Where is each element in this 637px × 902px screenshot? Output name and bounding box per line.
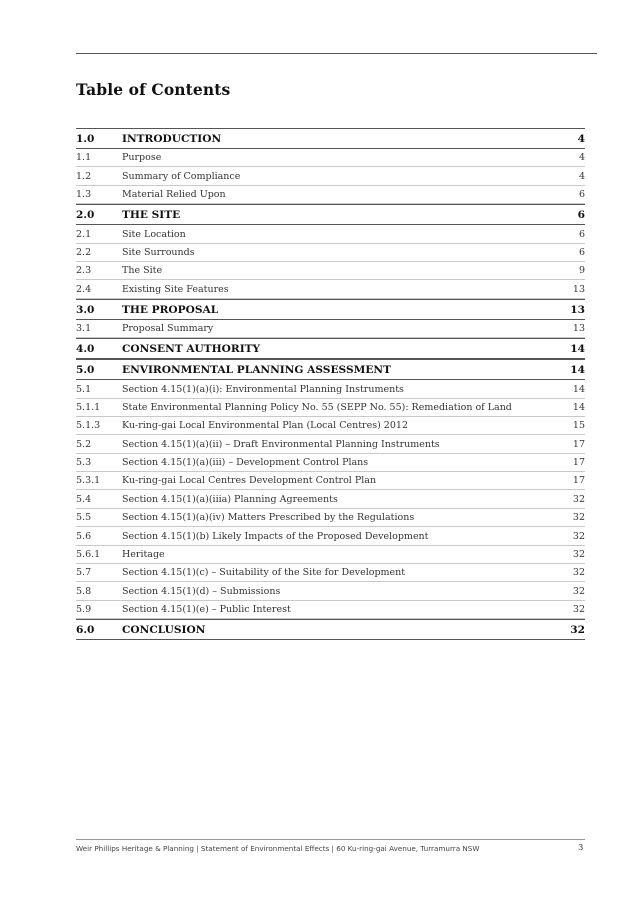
page-title: Table of Contents	[76, 80, 231, 99]
toc-entry-number: 5.7	[76, 567, 92, 579]
toc-entry[interactable]	[76, 225, 585, 243]
toc-entry-number: 5.9	[76, 604, 92, 616]
toc-entry[interactable]	[76, 490, 585, 508]
toc-entry-number: 5.3.1	[76, 475, 101, 487]
toc-entry[interactable]	[76, 546, 585, 564]
toc-entry-number: 5.6	[76, 530, 92, 542]
toc-entry-number: 5.3	[76, 457, 92, 469]
toc-entry[interactable]	[76, 601, 585, 619]
toc-entry-number: 5.4	[76, 493, 92, 505]
toc-entry-title: Section 4.15(1)(d) – Submissions	[122, 585, 281, 597]
toc-entry-title: Material Relied Upon	[122, 189, 226, 201]
toc-entry[interactable]	[76, 359, 585, 380]
toc-entry-number: 2.2	[76, 246, 92, 258]
toc-entry-number: 5.2	[76, 438, 92, 450]
toc-entry[interactable]	[76, 435, 585, 453]
toc-entry[interactable]	[76, 527, 585, 545]
toc-entry[interactable]	[76, 338, 585, 359]
toc-entry-page: 4	[577, 133, 585, 145]
toc-entry-page: 32	[572, 493, 585, 505]
toc-entry[interactable]	[76, 149, 585, 167]
toc-entry-page: 4	[578, 170, 585, 182]
toc-entry-number: 6.0	[76, 624, 95, 637]
toc-entry-number: 3.0	[76, 303, 95, 316]
toc-entry[interactable]	[76, 399, 585, 417]
toc-entry-page: 6	[578, 246, 585, 258]
toc-entry[interactable]	[76, 299, 585, 320]
toc-entry-title: THE PROPOSAL	[122, 303, 219, 316]
toc-entry[interactable]	[76, 320, 585, 338]
toc-entry-title: Section 4.15(1)(c) – Suitability of the Site for Development	[122, 567, 406, 579]
toc-entry-page: 13	[572, 283, 585, 295]
toc-entry-number: 5.8	[76, 585, 92, 597]
toc-entry[interactable]	[76, 167, 585, 185]
toc-entry-number: 2.0	[76, 209, 95, 222]
footer-text: Weir Phillips Heritage & Planning | Statement of Environmental Effects | 60 Ku-ring-gai Avenue, Turramurra NSW	[76, 844, 480, 853]
toc-entry-title: Site Location	[122, 228, 186, 240]
toc-entry-title: Summary of Compliance	[122, 170, 241, 182]
toc-entry-page: 15	[572, 420, 585, 432]
toc-entry-title: INTRODUCTION	[122, 133, 222, 145]
toc-entry-number: 4.0	[76, 343, 95, 356]
toc-entry-page: 32	[572, 512, 585, 524]
toc-entry-title: THE SITE	[122, 209, 181, 222]
toc-entry-page: 14	[572, 383, 585, 395]
toc-entry-title: CONCLUSION	[122, 624, 206, 637]
toc-entry-number: 3.1	[76, 323, 92, 335]
toc-entry-page: 13	[572, 323, 585, 335]
toc-entry-title: Existing Site Features	[122, 283, 229, 295]
toc-entry-page: 13	[570, 303, 585, 316]
toc-entry[interactable]	[76, 186, 585, 204]
toc-entry-title: Heritage	[122, 549, 165, 561]
toc-entry[interactable]	[76, 454, 585, 472]
toc-entry-title: The Site	[122, 265, 163, 277]
toc-entry-page: 32	[572, 549, 585, 561]
toc-entry[interactable]	[76, 509, 585, 527]
toc-entry-page: 32	[572, 530, 585, 542]
toc-entry-page: 4	[578, 152, 585, 164]
page-number: 3	[578, 843, 584, 853]
toc-entry[interactable]	[76, 582, 585, 600]
toc-entry-page: 6	[577, 209, 585, 222]
toc-entry[interactable]	[76, 417, 585, 435]
toc-entry-title: Proposal Summary	[122, 323, 214, 335]
toc-entry-page: 32	[572, 604, 585, 616]
toc-entry-title: CONSENT AUTHORITY	[122, 343, 261, 356]
toc-entry-title: Section 4.15(1)(e) – Public Interest	[122, 604, 291, 616]
toc-entry[interactable]	[76, 380, 585, 398]
toc-entry-number: 2.3	[76, 265, 92, 277]
toc-entry-page: 6	[578, 228, 585, 240]
toc-entry-page: 9	[578, 265, 585, 277]
toc-entry[interactable]	[76, 204, 585, 225]
toc-entry-page: 14	[572, 401, 585, 413]
toc-entry-page: 32	[572, 585, 585, 597]
toc-entry[interactable]	[76, 619, 585, 640]
toc-entry-number: 5.1.1	[76, 401, 101, 413]
toc-entry-title: Section 4.15(1)(b) Likely Impacts of the Proposed Development	[122, 530, 429, 542]
toc-entry[interactable]	[76, 128, 585, 149]
toc-entry-page: 14	[570, 364, 585, 377]
toc-entry-page: 17	[572, 457, 585, 469]
toc-entry-title: Section 4.15(1)(a)(iiia) Planning Agreements	[122, 493, 338, 505]
toc-entry-number: 1.1	[76, 152, 92, 164]
toc-entry-number: 5.1	[76, 383, 92, 395]
toc-entry-page: 32	[570, 624, 585, 637]
toc-entry-page: 6	[578, 189, 585, 201]
toc-entry-title: Purpose	[122, 152, 162, 164]
toc-entry-page: 32	[572, 567, 585, 579]
header-rule	[76, 53, 597, 54]
toc-entry[interactable]	[76, 280, 585, 298]
toc-entry-title: Ku-ring-gai Local Centres Development Control Plan	[122, 475, 377, 487]
toc-entry-page: 17	[572, 475, 585, 487]
toc-entry[interactable]	[76, 472, 585, 490]
toc-entry-title: Ku-ring-gai Local Environmental Plan (Local Centres) 2012	[122, 420, 408, 432]
table-of-contents	[76, 128, 585, 640]
toc-entry[interactable]	[76, 564, 585, 582]
toc-entry-number: 5.1.3	[76, 420, 101, 432]
toc-entry-title: Section 4.15(1)(a)(i): Environmental Planning Instruments	[122, 383, 404, 395]
toc-entry-number: 1.3	[76, 189, 92, 201]
toc-entry-number: 2.1	[76, 228, 92, 240]
toc-entry-title: ENVIRONMENTAL PLANNING ASSESSMENT	[122, 364, 391, 377]
toc-entry-number: 1.2	[76, 170, 92, 182]
toc-entry-title: Section 4.15(1)(a)(iv) Matters Prescribed by the Regulations	[122, 512, 415, 524]
toc-entry[interactable]	[76, 244, 585, 262]
toc-entry-number: 5.0	[76, 364, 95, 377]
toc-entry-page: 14	[570, 343, 585, 356]
footer-rule	[76, 839, 585, 840]
toc-entry[interactable]	[76, 262, 585, 280]
toc-entry-number: 2.4	[76, 283, 92, 295]
toc-entry-title: Site Surrounds	[122, 246, 195, 258]
toc-entry-number: 5.6.1	[76, 549, 101, 561]
toc-entry-number: 5.5	[76, 512, 92, 524]
toc-entry-number: 1.0	[76, 133, 95, 145]
toc-entry-title: State Environmental Planning Policy No. 55 (SEPP No. 55): Remediation of Land	[122, 401, 512, 413]
toc-entry-title: Section 4.15(1)(a)(iii) – Development Control Plans	[122, 457, 369, 469]
toc-entry-page: 17	[572, 438, 585, 450]
toc-entry-title: Section 4.15(1)(a)(ii) – Draft Environmental Planning Instruments	[122, 438, 440, 450]
